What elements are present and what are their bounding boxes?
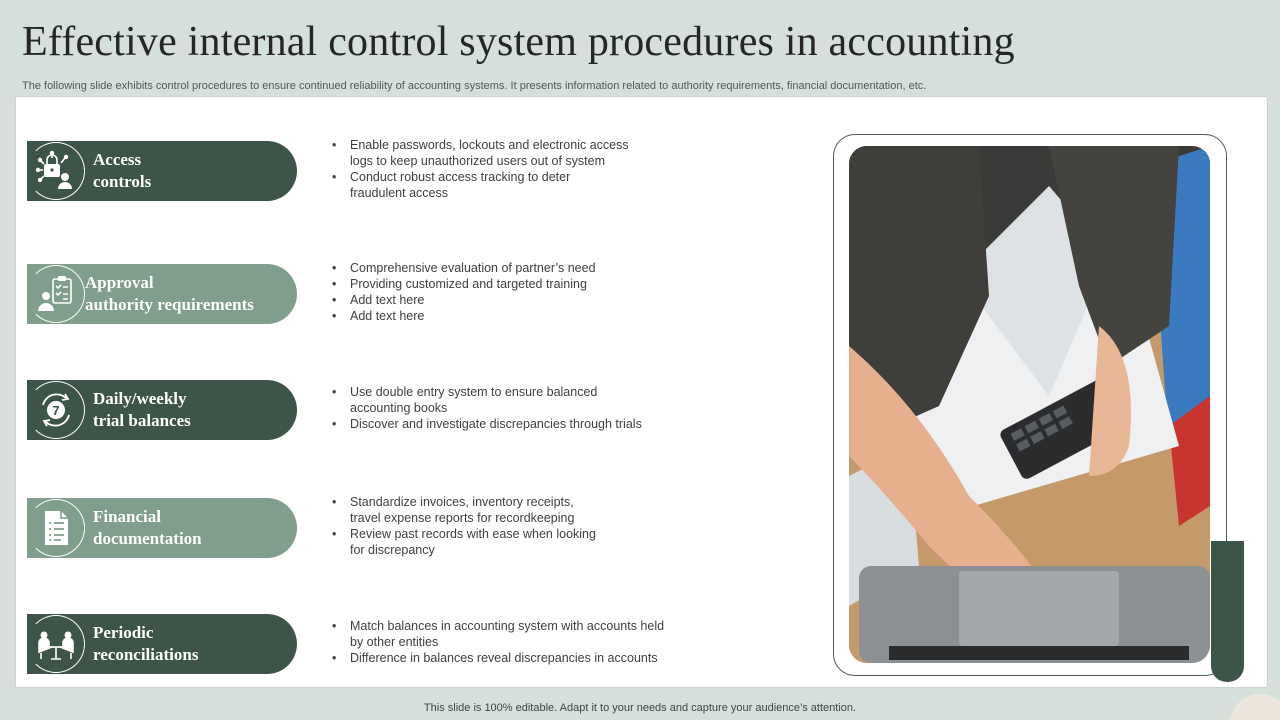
- bullet-line: travel expense reports for recordkeeping: [350, 511, 575, 525]
- bullet-line: • Use double entry system to ensure balanced: [350, 385, 598, 399]
- label-line: Financial: [93, 507, 162, 526]
- bullet-item: [332, 494, 596, 526]
- procedure-pill-periodic-reconciliations: [27, 614, 297, 674]
- label-line: Approval: [85, 273, 154, 292]
- procedure-label: [93, 149, 151, 193]
- label-line: reconciliations: [93, 645, 199, 664]
- bullet-line: • Match balances in accounting system with accounts held: [350, 619, 665, 633]
- label-line: Periodic: [93, 623, 154, 642]
- label-line: trial balances: [93, 411, 191, 430]
- bullet-line: • Difference in balances reveal discrepancies in accounts: [350, 651, 658, 665]
- document-icon: [27, 499, 85, 557]
- procedure-label: [93, 506, 202, 550]
- meeting-icon: [27, 615, 85, 673]
- bullet-item: [332, 526, 596, 558]
- accounting-photo: [849, 146, 1210, 663]
- procedure-label: [85, 272, 254, 316]
- label-line: authority requirements: [85, 295, 254, 314]
- bullet-line: logs to keep unauthorized users out of system: [350, 154, 606, 168]
- label-line: Daily/weekly: [93, 389, 187, 408]
- slide-subtitle: The following slide exhibits control procedures to ensure continued reliability of accounting systems. It presents information related to authority requirements, financial documentation, etc.: [22, 80, 927, 92]
- bullet-line: • Review past records with ease when looking: [350, 527, 596, 541]
- bullet-line: • Enable passwords, lockouts and electronic access: [350, 138, 629, 152]
- bullet-line: • Discover and investigate discrepancies through trials: [350, 417, 642, 431]
- bullet-line: • Providing customized and targeted training: [350, 277, 587, 291]
- bullet-line: • Add text here: [350, 293, 425, 307]
- slide-title: Effective internal control system procedures in accounting: [22, 19, 1015, 65]
- bullet-item: [332, 618, 664, 650]
- procedure-bullets-periodic-reconciliations: [332, 618, 664, 666]
- svg-text:7: 7: [52, 403, 60, 418]
- bullet-item: [332, 416, 642, 432]
- bullet-line: • Conduct robust access tracking to deter: [350, 170, 571, 184]
- bullet-item: [332, 276, 596, 292]
- procedure-bullets-trial-balances: [332, 384, 642, 432]
- bullet-item: [332, 650, 664, 666]
- bullet-line: • Comprehensive evaluation of partner’s need: [350, 261, 596, 275]
- label-line: Access: [93, 150, 142, 169]
- bullet-item: [332, 260, 596, 276]
- accent-bar: [1211, 541, 1244, 682]
- bullet-item: [332, 169, 629, 201]
- bullet-line: • Add text here: [350, 309, 425, 323]
- bullet-line: for discrepancy: [350, 543, 435, 557]
- bullet-item: [332, 137, 629, 169]
- bullet-item: [332, 308, 596, 324]
- bullet-line: fraudulent access: [350, 186, 448, 200]
- bullet-item: [332, 292, 596, 308]
- weekly-cycle-icon: [27, 381, 85, 439]
- slide-footer: This slide is 100% editable. Adapt it to your needs and capture your audience’s attention.: [423, 702, 857, 714]
- label-line: controls: [93, 172, 152, 191]
- label-line: documentation: [93, 529, 202, 548]
- procedure-bullets-access-controls: [332, 137, 629, 201]
- procedure-label: [93, 622, 198, 666]
- clipboard-user-icon: [27, 265, 85, 323]
- bullet-item: [332, 384, 642, 416]
- procedure-pill-trial-balances: [27, 380, 297, 440]
- procedure-label: [93, 388, 191, 432]
- bullet-line: accounting books: [350, 401, 448, 415]
- bullet-line: by other entities: [350, 635, 439, 649]
- procedure-bullets-approval-authority: [332, 260, 596, 324]
- bullet-line: • Standardize invoices, inventory receipts,: [350, 495, 574, 509]
- procedure-pill-approval-authority: [27, 264, 297, 324]
- procedure-bullets-financial-documentation: [332, 494, 596, 558]
- lock-user-icon: [27, 142, 85, 200]
- procedure-pill-access-controls: [27, 141, 297, 201]
- procedure-pill-financial-documentation: [27, 498, 297, 558]
